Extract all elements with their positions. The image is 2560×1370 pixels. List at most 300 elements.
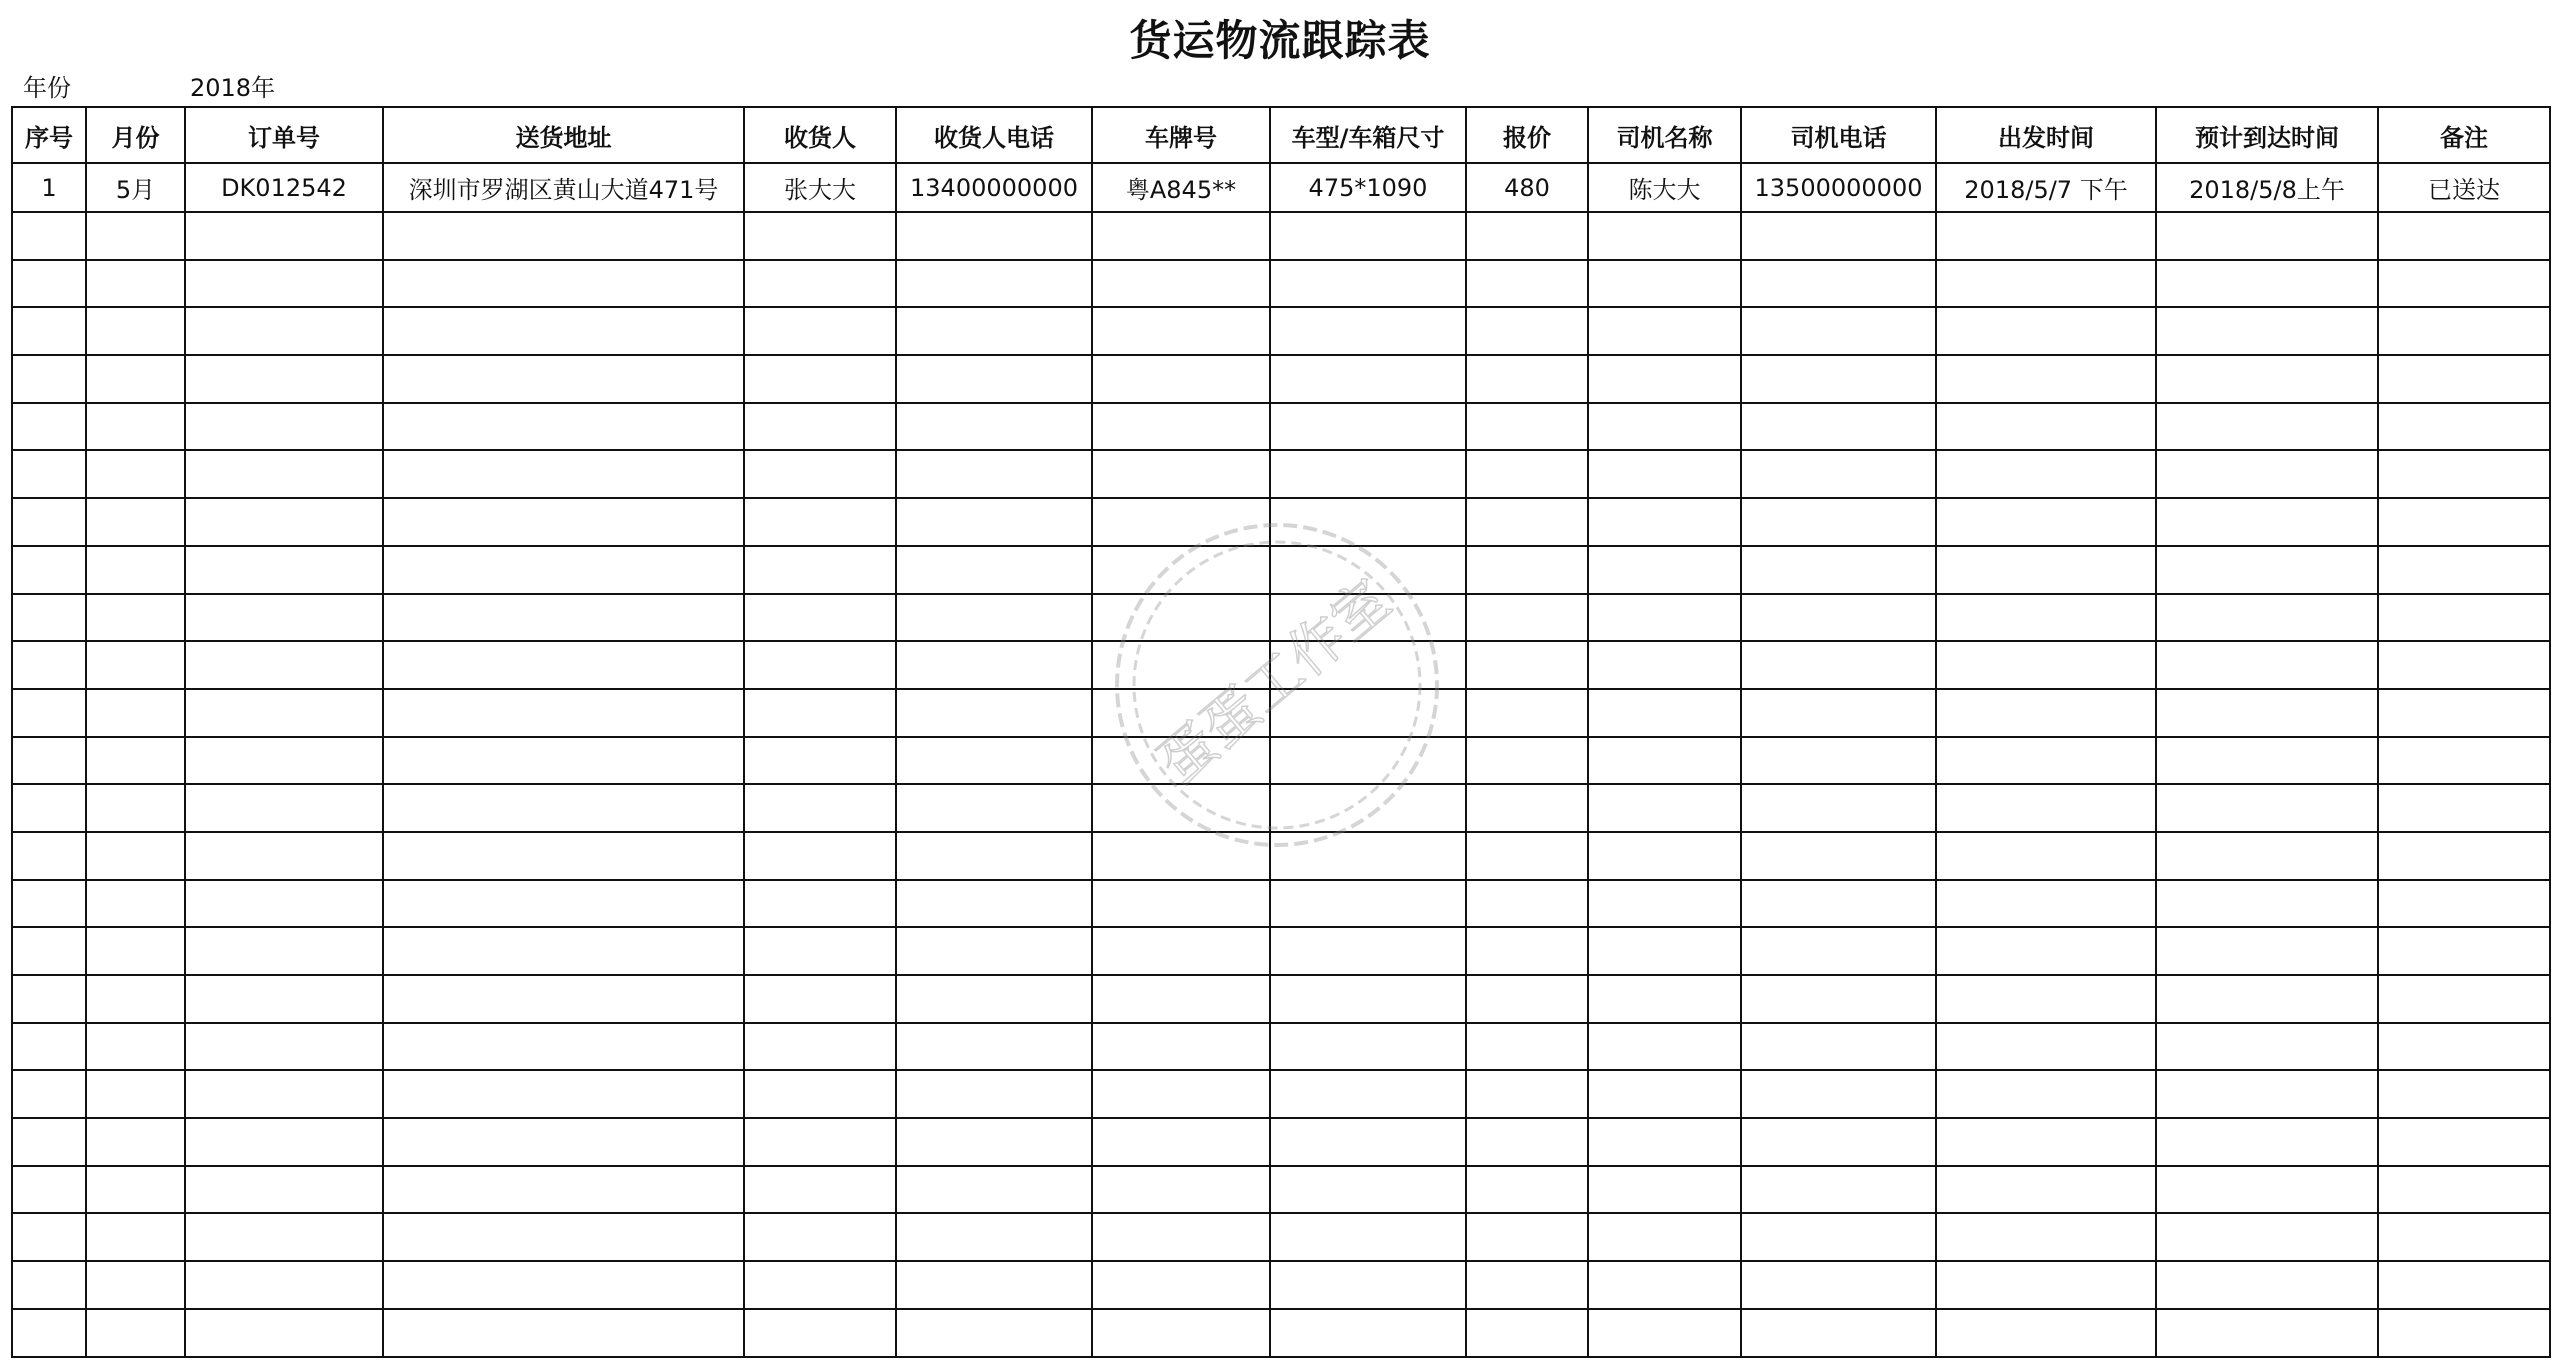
empty-cell[interactable] [1092,403,1270,451]
empty-cell[interactable] [744,784,896,832]
column-header[interactable]: 车型/车箱尺寸 [1270,107,1466,163]
column-header[interactable]: 预计到达时间 [2156,107,2378,163]
empty-cell[interactable] [744,1213,896,1261]
empty-cell[interactable] [86,1213,185,1261]
empty-cell[interactable] [86,975,185,1023]
empty-cell[interactable] [1936,880,2156,928]
empty-cell[interactable] [1092,641,1270,689]
empty-cell[interactable] [744,641,896,689]
empty-cell[interactable] [12,784,86,832]
empty-cell[interactable] [2156,498,2378,546]
empty-cell[interactable] [1466,498,1588,546]
empty-cell[interactable] [2378,546,2550,594]
empty-cell[interactable] [2378,927,2550,975]
empty-cell[interactable] [2156,1070,2378,1118]
empty-cell[interactable] [2378,1118,2550,1166]
empty-cell[interactable] [86,737,185,785]
empty-cell[interactable] [744,832,896,880]
empty-cell[interactable] [1466,975,1588,1023]
empty-cell[interactable] [1092,1070,1270,1118]
empty-cell[interactable] [744,737,896,785]
empty-cell[interactable] [12,737,86,785]
empty-cell[interactable] [744,403,896,451]
empty-cell[interactable] [1588,450,1741,498]
empty-cell[interactable] [12,307,86,355]
empty-cell[interactable] [1741,450,1936,498]
empty-cell[interactable] [86,1023,185,1071]
empty-cell[interactable] [86,355,185,403]
empty-cell[interactable] [1588,1309,1741,1357]
empty-cell[interactable] [1588,307,1741,355]
empty-cell[interactable] [1936,355,2156,403]
empty-cell[interactable] [1936,260,2156,308]
empty-cell[interactable] [2378,689,2550,737]
empty-cell[interactable] [86,1070,185,1118]
empty-cell[interactable] [383,307,744,355]
empty-cell[interactable] [2156,737,2378,785]
table-cell[interactable]: 已送达 [2378,163,2550,212]
empty-cell[interactable] [1270,450,1466,498]
empty-cell[interactable] [185,546,383,594]
empty-cell[interactable] [1936,546,2156,594]
column-header[interactable]: 送货地址 [383,107,744,163]
table-cell[interactable]: 陈大大 [1588,163,1741,212]
empty-cell[interactable] [383,1023,744,1071]
empty-cell[interactable] [1741,260,1936,308]
table-cell[interactable]: DK012542 [185,163,383,212]
empty-cell[interactable] [185,641,383,689]
empty-cell[interactable] [1936,1261,2156,1309]
column-header[interactable]: 收货人 [744,107,896,163]
year-value[interactable]: 2018年 [190,74,276,102]
column-header[interactable]: 收货人电话 [896,107,1092,163]
empty-cell[interactable] [896,1166,1092,1214]
empty-cell[interactable] [896,498,1092,546]
table-cell[interactable]: 1 [12,163,86,212]
empty-cell[interactable] [1270,546,1466,594]
empty-cell[interactable] [2156,1213,2378,1261]
empty-cell[interactable] [896,784,1092,832]
empty-cell[interactable] [1270,1070,1466,1118]
empty-cell[interactable] [1466,689,1588,737]
empty-cell[interactable] [1936,689,2156,737]
empty-cell[interactable] [744,260,896,308]
empty-cell[interactable] [1936,832,2156,880]
empty-cell[interactable] [1741,1213,1936,1261]
empty-cell[interactable] [383,403,744,451]
empty-cell[interactable] [1466,307,1588,355]
empty-cell[interactable] [185,737,383,785]
empty-cell[interactable] [185,1166,383,1214]
empty-cell[interactable] [383,1166,744,1214]
empty-cell[interactable] [1936,1309,2156,1357]
empty-cell[interactable] [383,927,744,975]
empty-cell[interactable] [12,927,86,975]
empty-cell[interactable] [1588,1118,1741,1166]
empty-cell[interactable] [1936,927,2156,975]
column-header[interactable]: 备注 [2378,107,2550,163]
column-header[interactable]: 月份 [86,107,185,163]
empty-cell[interactable] [1270,403,1466,451]
table-cell[interactable]: 475*1090 [1270,163,1466,212]
empty-cell[interactable] [1936,1023,2156,1071]
empty-cell[interactable] [1092,355,1270,403]
empty-cell[interactable] [1741,212,1936,260]
empty-cell[interactable] [2156,832,2378,880]
empty-cell[interactable] [896,737,1092,785]
empty-cell[interactable] [1588,498,1741,546]
table-cell[interactable]: 480 [1466,163,1588,212]
empty-cell[interactable] [1466,880,1588,928]
empty-cell[interactable] [12,1118,86,1166]
empty-cell[interactable] [1936,594,2156,642]
empty-cell[interactable] [2156,1261,2378,1309]
empty-cell[interactable] [2156,880,2378,928]
empty-cell[interactable] [1092,927,1270,975]
empty-cell[interactable] [2156,546,2378,594]
empty-cell[interactable] [2156,1166,2378,1214]
empty-cell[interactable] [896,975,1092,1023]
empty-cell[interactable] [1741,832,1936,880]
empty-cell[interactable] [744,975,896,1023]
empty-cell[interactable] [1588,737,1741,785]
empty-cell[interactable] [1270,1213,1466,1261]
empty-cell[interactable] [2156,689,2378,737]
empty-cell[interactable] [2378,784,2550,832]
empty-cell[interactable] [12,212,86,260]
empty-cell[interactable] [1936,403,2156,451]
empty-cell[interactable] [1092,1213,1270,1261]
empty-cell[interactable] [12,1309,86,1357]
table-cell[interactable]: 粤A845** [1092,163,1270,212]
empty-cell[interactable] [1588,880,1741,928]
empty-cell[interactable] [86,260,185,308]
empty-cell[interactable] [744,450,896,498]
empty-cell[interactable] [1741,498,1936,546]
empty-cell[interactable] [1741,546,1936,594]
empty-cell[interactable] [1741,1118,1936,1166]
empty-cell[interactable] [2156,212,2378,260]
empty-cell[interactable] [1466,403,1588,451]
empty-cell[interactable] [383,975,744,1023]
empty-cell[interactable] [1466,355,1588,403]
empty-cell[interactable] [383,737,744,785]
empty-cell[interactable] [1270,1309,1466,1357]
empty-cell[interactable] [2378,1309,2550,1357]
empty-cell[interactable] [2378,1070,2550,1118]
empty-cell[interactable] [185,1261,383,1309]
empty-cell[interactable] [1466,641,1588,689]
empty-cell[interactable] [2156,975,2378,1023]
empty-cell[interactable] [2156,1118,2378,1166]
empty-cell[interactable] [2156,355,2378,403]
empty-cell[interactable] [1092,1309,1270,1357]
empty-cell[interactable] [12,1070,86,1118]
empty-cell[interactable] [1092,975,1270,1023]
empty-cell[interactable] [12,1261,86,1309]
column-header[interactable]: 出发时间 [1936,107,2156,163]
empty-cell[interactable] [1741,975,1936,1023]
empty-cell[interactable] [1466,1213,1588,1261]
empty-cell[interactable] [12,450,86,498]
empty-cell[interactable] [12,594,86,642]
empty-cell[interactable] [744,498,896,546]
empty-cell[interactable] [2378,450,2550,498]
empty-cell[interactable] [2378,1261,2550,1309]
empty-cell[interactable] [1270,212,1466,260]
empty-cell[interactable] [896,403,1092,451]
empty-cell[interactable] [86,307,185,355]
empty-cell[interactable] [1741,307,1936,355]
empty-cell[interactable] [1741,594,1936,642]
empty-cell[interactable] [86,1166,185,1214]
empty-cell[interactable] [1588,975,1741,1023]
empty-cell[interactable] [1466,784,1588,832]
empty-cell[interactable] [12,880,86,928]
empty-cell[interactable] [744,212,896,260]
empty-cell[interactable] [1741,355,1936,403]
empty-cell[interactable] [896,689,1092,737]
empty-cell[interactable] [86,1261,185,1309]
empty-cell[interactable] [2156,307,2378,355]
empty-cell[interactable] [2156,403,2378,451]
empty-cell[interactable] [1270,737,1466,785]
empty-cell[interactable] [2156,1023,2378,1071]
empty-cell[interactable] [744,594,896,642]
table-cell[interactable]: 13400000000 [896,163,1092,212]
empty-cell[interactable] [1466,212,1588,260]
empty-cell[interactable] [2378,1213,2550,1261]
empty-cell[interactable] [1936,1070,2156,1118]
empty-cell[interactable] [1741,1261,1936,1309]
empty-cell[interactable] [1741,689,1936,737]
empty-cell[interactable] [2378,212,2550,260]
column-header[interactable]: 车牌号 [1092,107,1270,163]
empty-cell[interactable] [2378,1023,2550,1071]
empty-cell[interactable] [1092,212,1270,260]
empty-cell[interactable] [744,689,896,737]
empty-cell[interactable] [12,403,86,451]
empty-cell[interactable] [185,880,383,928]
empty-cell[interactable] [744,1166,896,1214]
empty-cell[interactable] [1936,307,2156,355]
empty-cell[interactable] [1270,498,1466,546]
empty-cell[interactable] [1741,641,1936,689]
empty-cell[interactable] [1092,784,1270,832]
column-header[interactable]: 司机电话 [1741,107,1936,163]
empty-cell[interactable] [896,1070,1092,1118]
empty-cell[interactable] [1270,975,1466,1023]
empty-cell[interactable] [12,260,86,308]
empty-cell[interactable] [1092,1166,1270,1214]
empty-cell[interactable] [744,546,896,594]
empty-cell[interactable] [2378,1166,2550,1214]
empty-cell[interactable] [2378,403,2550,451]
empty-cell[interactable] [383,1070,744,1118]
empty-cell[interactable] [1270,307,1466,355]
empty-cell[interactable] [1588,832,1741,880]
empty-cell[interactable] [185,594,383,642]
empty-cell[interactable] [86,689,185,737]
empty-cell[interactable] [1936,784,2156,832]
empty-cell[interactable] [1936,1213,2156,1261]
empty-cell[interactable] [1270,260,1466,308]
empty-cell[interactable] [896,450,1092,498]
empty-cell[interactable] [1270,594,1466,642]
empty-cell[interactable] [1588,546,1741,594]
empty-cell[interactable] [896,641,1092,689]
table-cell[interactable]: 5月 [86,163,185,212]
empty-cell[interactable] [1270,355,1466,403]
empty-cell[interactable] [896,212,1092,260]
empty-cell[interactable] [744,307,896,355]
empty-cell[interactable] [1741,784,1936,832]
empty-cell[interactable] [896,546,1092,594]
empty-cell[interactable] [12,498,86,546]
empty-cell[interactable] [86,212,185,260]
empty-cell[interactable] [185,832,383,880]
empty-cell[interactable] [2156,927,2378,975]
empty-cell[interactable] [1270,1261,1466,1309]
empty-cell[interactable] [383,832,744,880]
empty-cell[interactable] [12,1213,86,1261]
empty-cell[interactable] [1092,498,1270,546]
empty-cell[interactable] [896,1023,1092,1071]
empty-cell[interactable] [744,1261,896,1309]
empty-cell[interactable] [12,689,86,737]
column-header[interactable]: 报价 [1466,107,1588,163]
empty-cell[interactable] [185,403,383,451]
empty-cell[interactable] [1466,1309,1588,1357]
empty-cell[interactable] [185,689,383,737]
empty-cell[interactable] [896,1213,1092,1261]
table-cell[interactable]: 张大大 [744,163,896,212]
empty-cell[interactable] [1741,1166,1936,1214]
empty-cell[interactable] [383,355,744,403]
empty-cell[interactable] [2378,355,2550,403]
empty-cell[interactable] [1588,1023,1741,1071]
empty-cell[interactable] [1588,355,1741,403]
empty-cell[interactable] [1936,1166,2156,1214]
empty-cell[interactable] [86,1118,185,1166]
empty-cell[interactable] [1466,450,1588,498]
empty-cell[interactable] [86,832,185,880]
empty-cell[interactable] [383,1118,744,1166]
empty-cell[interactable] [2378,832,2550,880]
empty-cell[interactable] [185,1118,383,1166]
empty-cell[interactable] [185,1070,383,1118]
empty-cell[interactable] [185,212,383,260]
empty-cell[interactable] [1092,307,1270,355]
empty-cell[interactable] [896,1309,1092,1357]
empty-cell[interactable] [2378,307,2550,355]
empty-cell[interactable] [185,927,383,975]
empty-cell[interactable] [1936,641,2156,689]
empty-cell[interactable] [383,1309,744,1357]
empty-cell[interactable] [1092,832,1270,880]
empty-cell[interactable] [1741,737,1936,785]
empty-cell[interactable] [896,927,1092,975]
table-cell[interactable]: 2018/5/8上午 [2156,163,2378,212]
empty-cell[interactable] [1092,1023,1270,1071]
empty-cell[interactable] [86,498,185,546]
empty-cell[interactable] [383,212,744,260]
empty-cell[interactable] [896,260,1092,308]
empty-cell[interactable] [2156,641,2378,689]
empty-cell[interactable] [383,880,744,928]
empty-cell[interactable] [86,784,185,832]
empty-cell[interactable] [1270,1118,1466,1166]
empty-cell[interactable] [1466,1261,1588,1309]
empty-cell[interactable] [383,546,744,594]
empty-cell[interactable] [185,498,383,546]
empty-cell[interactable] [383,784,744,832]
empty-cell[interactable] [86,641,185,689]
empty-cell[interactable] [185,975,383,1023]
empty-cell[interactable] [86,880,185,928]
empty-cell[interactable] [1588,641,1741,689]
empty-cell[interactable] [896,1261,1092,1309]
empty-cell[interactable] [383,1213,744,1261]
empty-cell[interactable] [2378,498,2550,546]
empty-cell[interactable] [185,1213,383,1261]
empty-cell[interactable] [1270,784,1466,832]
empty-cell[interactable] [2156,1309,2378,1357]
empty-cell[interactable] [1588,403,1741,451]
empty-cell[interactable] [744,1309,896,1357]
empty-cell[interactable] [383,498,744,546]
empty-cell[interactable] [1270,1023,1466,1071]
empty-cell[interactable] [1270,1166,1466,1214]
table-cell[interactable]: 2018/5/7 下午 [1936,163,2156,212]
empty-cell[interactable] [1588,784,1741,832]
table-cell[interactable]: 13500000000 [1741,163,1936,212]
empty-cell[interactable] [1936,498,2156,546]
empty-cell[interactable] [12,546,86,594]
empty-cell[interactable] [1466,927,1588,975]
empty-cell[interactable] [744,1023,896,1071]
empty-cell[interactable] [2378,880,2550,928]
empty-cell[interactable] [86,594,185,642]
empty-cell[interactable] [2378,260,2550,308]
empty-cell[interactable] [1741,927,1936,975]
empty-cell[interactable] [12,975,86,1023]
empty-cell[interactable] [1270,689,1466,737]
empty-cell[interactable] [12,1023,86,1071]
empty-cell[interactable] [1092,689,1270,737]
empty-cell[interactable] [383,450,744,498]
column-header[interactable]: 司机名称 [1588,107,1741,163]
empty-cell[interactable] [1466,832,1588,880]
empty-cell[interactable] [1092,450,1270,498]
empty-cell[interactable] [1270,927,1466,975]
empty-cell[interactable] [185,784,383,832]
empty-cell[interactable] [185,307,383,355]
empty-cell[interactable] [1936,737,2156,785]
empty-cell[interactable] [744,927,896,975]
empty-cell[interactable] [1588,594,1741,642]
empty-cell[interactable] [2156,594,2378,642]
empty-cell[interactable] [896,1118,1092,1166]
empty-cell[interactable] [383,641,744,689]
empty-cell[interactable] [896,832,1092,880]
empty-cell[interactable] [185,450,383,498]
empty-cell[interactable] [2156,260,2378,308]
empty-cell[interactable] [12,641,86,689]
empty-cell[interactable] [1588,1070,1741,1118]
empty-cell[interactable] [896,355,1092,403]
empty-cell[interactable] [2378,641,2550,689]
